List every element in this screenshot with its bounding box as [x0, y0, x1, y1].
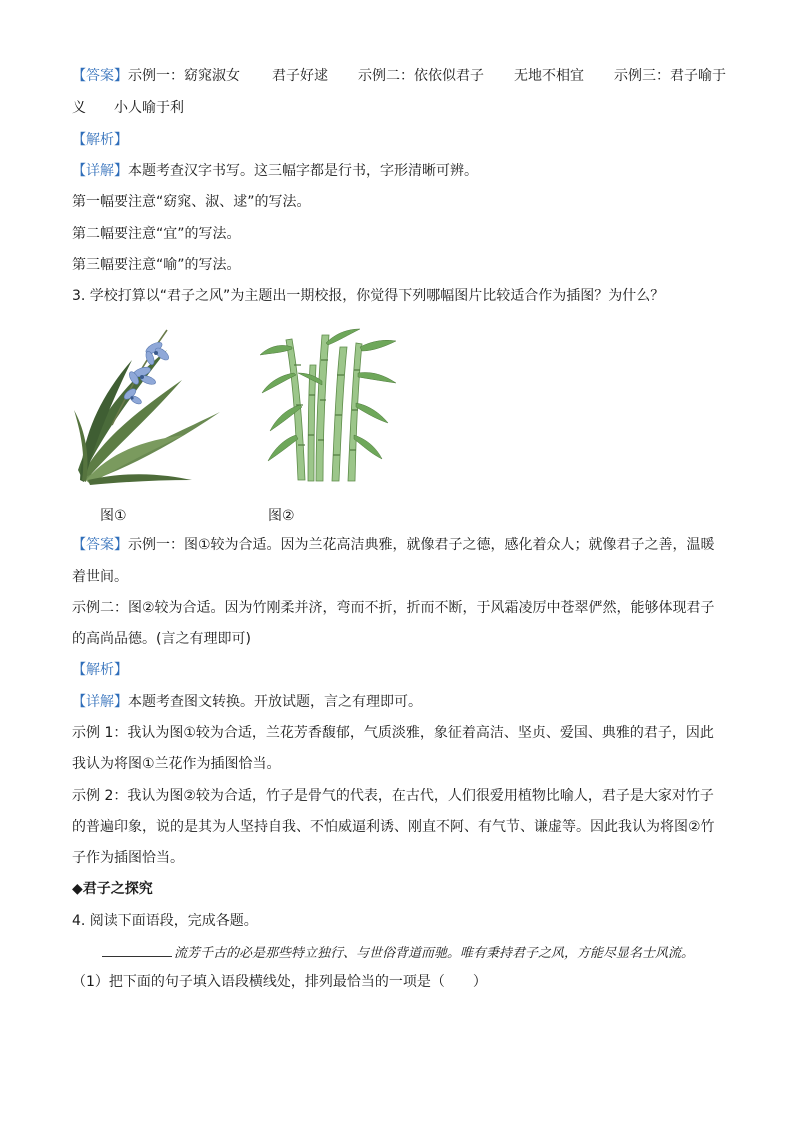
fill-blank: [102, 942, 172, 957]
q3-answer1-line1: [72, 535, 715, 555]
q3-example2-line1: 示例 2：我认为图②较为合适，竹子是骨气的代表，在古代，人们很爱用植物比喻人，君子是大家对竹子: [72, 788, 714, 804]
q3-answer2-line1: 示例二：图②较为合适。因为竹刚柔并济，弯而不折，折而不断，于风霜凌厉中苍翠俨然，能够体现君子: [72, 600, 715, 616]
q3-example1-line1: 示例 1：我认为图①较为合适，兰花芳香馥郁，气质淡雅，象征着高洁、坚贞、爱国、典雅的君子，因此: [72, 725, 714, 741]
detail-tag: 【详解】: [72, 694, 128, 710]
answer-tag: 【答案】: [72, 537, 128, 553]
q3-example2-line3: 子作为插图恰当。: [72, 850, 184, 866]
answer-part: 示例三：君子喻于: [614, 68, 726, 84]
answer-part: 小人喻于利: [114, 100, 184, 116]
fig2-caption: 图②: [268, 508, 295, 524]
answer-part: 示例二：依依似君子: [358, 68, 484, 84]
detail-text: 本题考查图文转换。开放试题，言之有理即可。: [128, 694, 422, 710]
q3-analysis-tag: 【解析】: [72, 662, 128, 678]
q4-sub1: （1）把下面的句子填入语段横线处，排列最恰当的一项是（ ）: [72, 974, 487, 990]
passage-text: 流芳千古的必是那些特立独行、与世俗背道而驰。唯有秉持君子之风，方能尽显名士风流。: [174, 946, 695, 961]
answer-part: 示例一：窈窕淑女: [128, 68, 240, 84]
answer-part: 无地不相宜: [514, 68, 584, 84]
section-title: ◆君子之探究: [72, 881, 153, 897]
q3-example1-line2: 我认为将图①兰花作为插图恰当。: [72, 756, 281, 772]
bamboo-illustration: [256, 325, 406, 485]
answer-part: 义: [72, 100, 86, 116]
q2-note1: 第一幅要注意“窈窕、淑、逑”的写法。: [72, 194, 311, 210]
detail-text: 本题考查汉字书写。这三幅字都是行书，字形清晰可辨。: [128, 163, 478, 179]
orchid-illustration: [72, 320, 222, 490]
detail-tag: 【详解】: [72, 163, 128, 179]
q2-analysis-tag: 【解析】: [72, 132, 128, 148]
q3-example2-line2: 的普遍印象，说的是其为人坚持自我、不怕威逼利诱、刚直不阿、有气节、谦虚等。因此我认为将图②竹: [72, 819, 715, 835]
answer-part: 君子好逑: [272, 68, 328, 84]
answer-text: 示例一：图①较为合适。因为兰花高洁典雅，就像君子之德，感化着众人；就像君子之善，温暖: [128, 537, 715, 553]
q2-detail: [72, 161, 478, 181]
q3-detail: [72, 692, 422, 712]
q2-answer-line1: [72, 66, 726, 86]
answer-tag: 【答案】: [72, 68, 128, 84]
q4-passage: [102, 942, 694, 964]
q3-answer1-line2: 着世间。: [72, 569, 128, 585]
fig1-caption: 图①: [100, 508, 127, 524]
q2-answer-line2: [72, 98, 184, 118]
q4-question: 4. 阅读下面语段，完成各题。: [72, 913, 258, 929]
q3-question: 3. 学校打算以“君子之风”为主题出一期校报，你觉得下列哪幅图片比较适合作为插图？为什么？: [72, 288, 665, 304]
q3-answer2-line2: 的高尚品德。(言之有理即可): [72, 631, 251, 647]
q2-note3: 第三幅要注意“喻”的写法。: [72, 257, 241, 273]
q2-note2: 第二幅要注意“宜”的写法。: [72, 226, 241, 242]
